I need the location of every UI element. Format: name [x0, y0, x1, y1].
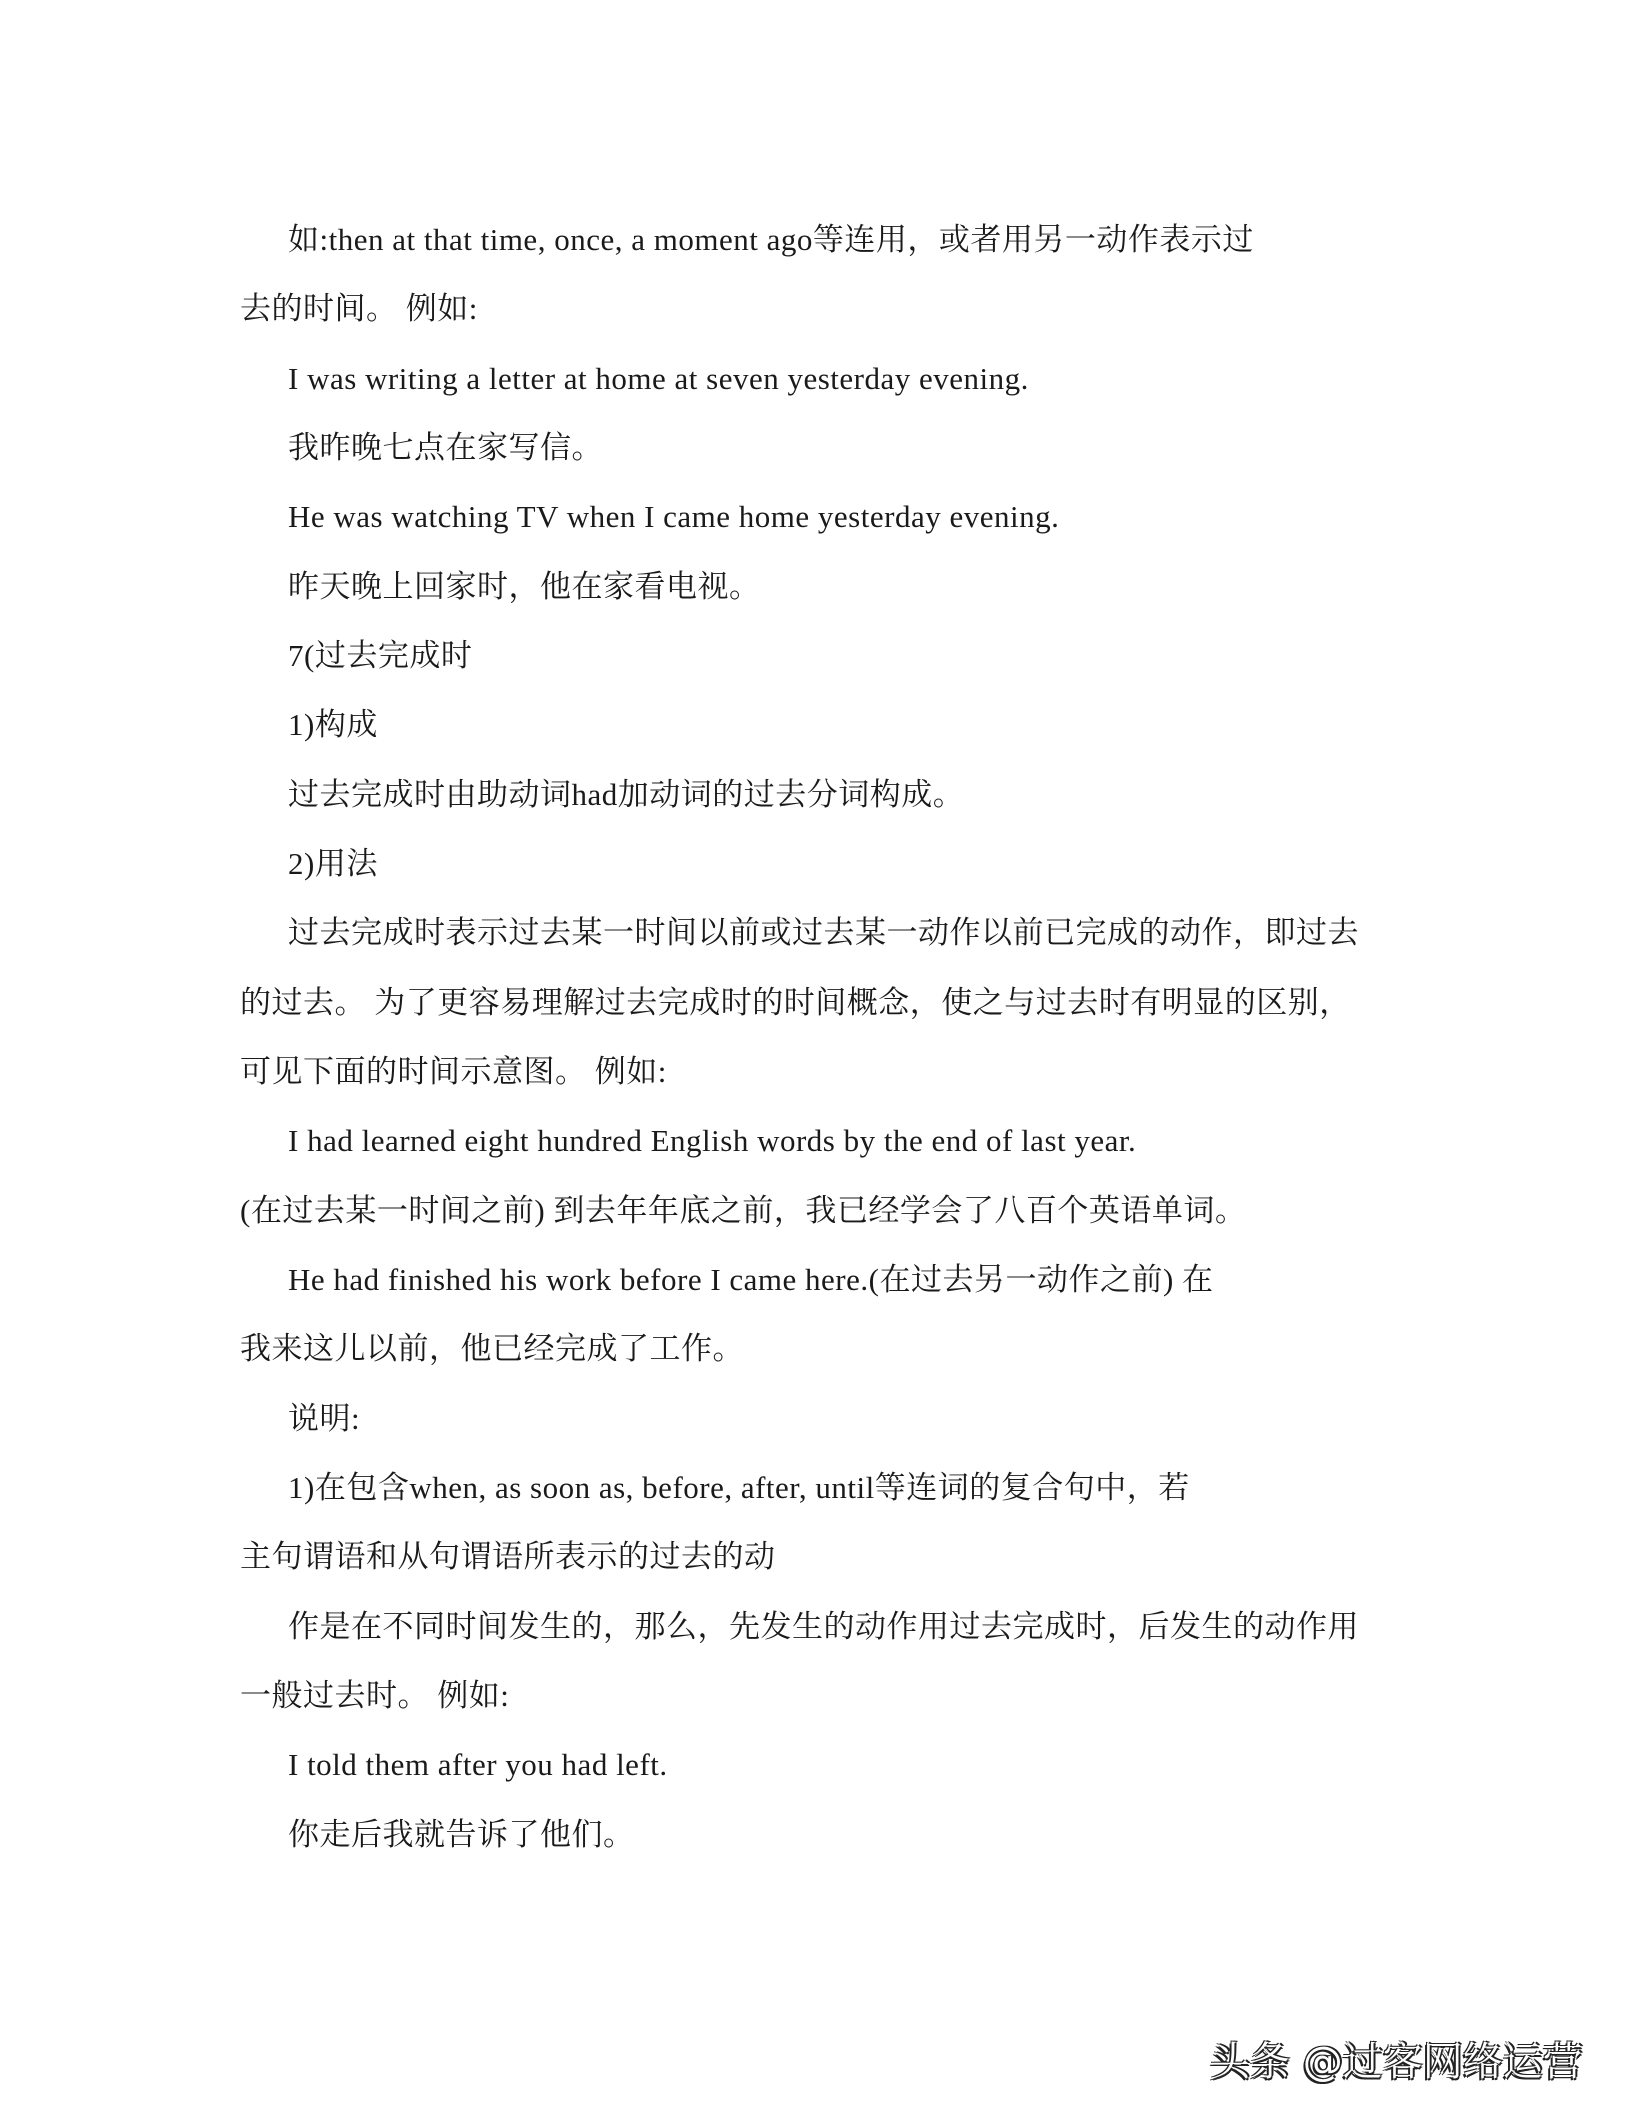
text-line: (在过去某一时间之前) 到去年年底之前，我已经学会了八百个英语单词。 [240, 1192, 1247, 1228]
text-line: 作是在不同时间发生的，那么，先发生的动作用过去完成时，后发生的动作用 [288, 1608, 1359, 1644]
text-line: 2)用法 [288, 845, 378, 881]
text-line: I told them after you had left. [288, 1747, 668, 1783]
text-line: He was watching TV when I came home yesterday evening. [288, 499, 1060, 535]
text-line: 1)在包含when, as soon as, before, after, until等连词的复合句中，若 [288, 1469, 1190, 1505]
text-line: 7(过去完成时 [288, 637, 473, 673]
text-line: 过去完成时由助动词had加动词的过去分词构成。 [288, 776, 965, 812]
watermark: 头条 @过客网络运营 [1210, 2039, 1583, 2085]
text-line: 如:then at that time, once, a moment ago等连用，或者用另一动作表示过 [288, 222, 1254, 257]
text-line: 主句谓语和从句谓语所表示的过去的动 [240, 1539, 776, 1575]
text-line: I was writing a letter at home at seven yesterday evening. [288, 360, 1029, 396]
text-line: 过去完成时表示过去某一时间以前或过去某一动作以前已完成的动作，即过去 [288, 915, 1359, 951]
text-line: 说明: [288, 1400, 361, 1436]
text-line: 昨天晚上回家时，他在家看电视。 [288, 568, 761, 604]
text-line: 你走后我就告诉了他们。 [288, 1816, 635, 1852]
text-line: 可见下面的时间示意图。 例如: [240, 1053, 667, 1089]
text-line: He had finished his work before I came here.(在过去另一动作之前) 在 [288, 1261, 1214, 1297]
text-line: 去的时间。 例如: [240, 291, 478, 327]
text-line: I had learned eight hundred English words by the end of last year. [288, 1123, 1137, 1159]
text-line: 1)构成 [288, 707, 378, 743]
document-body [240, 205, 1390, 1869]
text-line: 的过去。 为了更容易理解过去完成时的时间概念，使之与过去时有明显的区别， [240, 984, 1351, 1020]
text-line: 我来这儿以前，他已经完成了工作。 [240, 1331, 744, 1367]
text-line: 一般过去时。 例如: [240, 1677, 510, 1713]
text-line: 我昨晚七点在家写信。 [288, 429, 603, 465]
